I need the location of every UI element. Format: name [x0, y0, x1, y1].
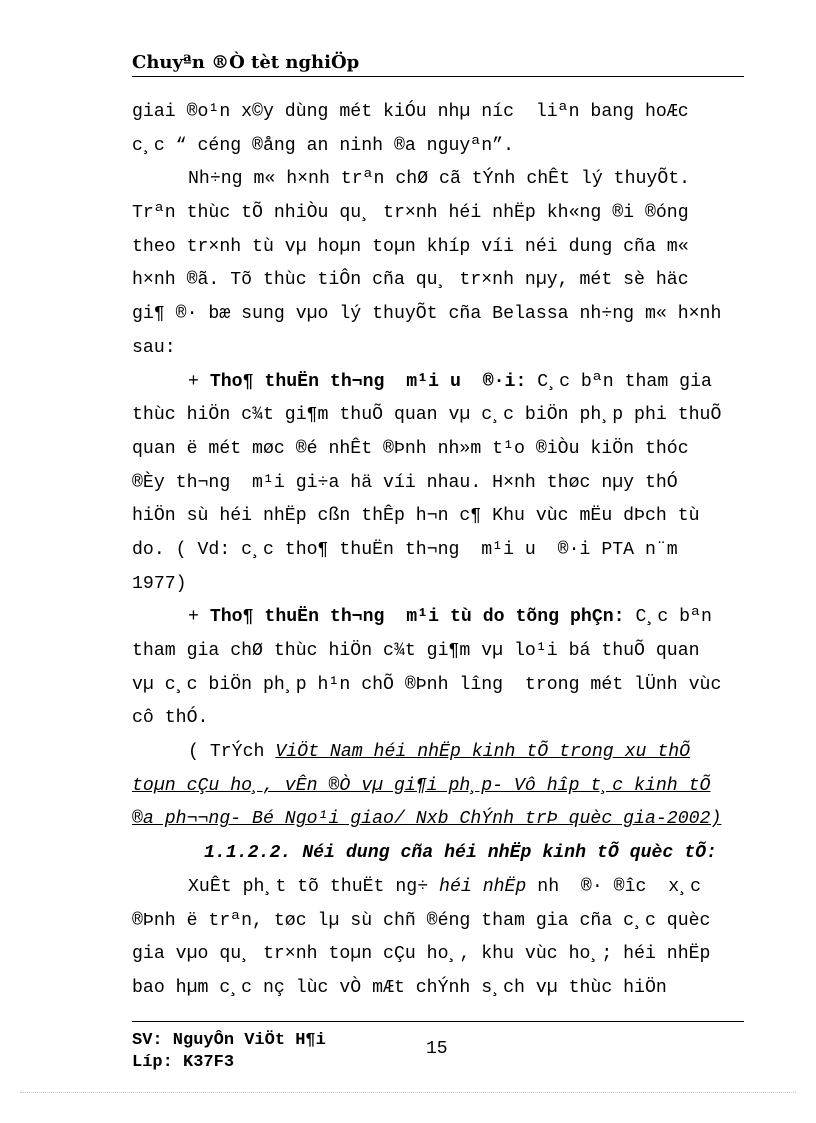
text-line: [132, 871, 744, 905]
header-rule: [132, 76, 744, 77]
bullet-line: [132, 366, 744, 400]
footer-class: Líp: K37F3: [132, 1053, 235, 1072]
bullet-line: [132, 601, 744, 635]
text-line: giai ®o¹n x©y dùng mét kiÓu nhµ níc liªn bang hoÆc: [132, 102, 689, 122]
text-line: cô thÓ.: [132, 708, 209, 729]
citation-line: ®a ph¬¬ng- Bé Ngo¹i giao/ Nxb ChÝnh trÞ quèc gia-2002): [132, 809, 722, 830]
text-line: do. ( Vd: c¸c tho¶ thuËn th¬ng m¹i u ®·i PTA n¨m: [132, 539, 678, 560]
text-line: thùc hiÖn c¾t gi¶m thuÕ quan vµ c¸c biÖn ph¸p phi thuÕ: [132, 405, 722, 426]
text-line: quan ë mét møc ®é nhÊt ®Þnh nh»m t¹o ®iÒu kiÖn thóc: [132, 438, 689, 459]
text-line: vµ c¸c biÖn ph¸p h¹n chÕ ®Þnh lîng trong mét lÜnh vùc: [132, 674, 722, 695]
text-line: h×nh ®ã. Tõ thùc tiÔn cña qu¸ tr×nh nµy, mét sè häc: [132, 270, 689, 291]
page-footer: [132, 1030, 326, 1074]
bullet-lead: +: [188, 371, 210, 392]
text-line: gia vµo qu¸ tr×nh toµn cÇu ho¸, khu vùc ho¸; héi nhËp: [132, 944, 711, 965]
text-line: c¸c “ céng ®ång an ninh ®a nguyªn”.: [132, 135, 514, 156]
text-line: theo tr×nh tù vµ hoµn toµn khíp víi néi dung cña m«: [132, 236, 689, 257]
italic-term: héi nhËp: [439, 876, 527, 897]
page-header-title: Chuyªn ®Ò tèt nghiÖp: [132, 52, 360, 73]
text-line: sau:: [132, 337, 176, 358]
text-line: ®Èy th¬ng m¹i gi÷a hä víi nhau. H×nh thøc nµy thÓ: [132, 472, 678, 493]
text-line: tham gia chØ thùc hiÖn c¾t gi¶m vµ lo¹i bá thuÕ quan: [132, 641, 700, 661]
section-heading: 1.1.2.2. Néi dung cña héi nhËp kinh tÕ quèc tÕ:: [204, 843, 717, 864]
bullet-text: C¸c bªn tham gia: [526, 371, 712, 392]
bullet-term: Tho¶ thuËn th¬ng m¹i tù do tõng phÇn:: [209, 607, 625, 628]
text-line: 1977): [132, 573, 187, 594]
bullet-text: C¸c bªn: [624, 607, 712, 628]
text-line: hiÖn sù héi nhËp cßn thÊp h¬n c¶ Khu vùc mËu dÞch tù: [132, 506, 700, 527]
bullet-term: Tho¶ thuËn th¬ng m¹i u ®·i:: [209, 371, 527, 392]
text-run: nh ®· ®îc x¸c: [526, 876, 701, 897]
text-line: Nh÷ng m« h×nh trªn chØ cã tÝnh chÊt lý thuyÕt.: [188, 169, 691, 190]
page-break-line: [20, 1092, 796, 1093]
text-line: gi¶ ®· bæ sung vµo lý thuyÕt cña Belassa nh÷ng m« h×nh: [132, 304, 722, 325]
footer-rule: [132, 1021, 744, 1022]
document-body: [132, 96, 744, 1006]
citation-line: [132, 736, 744, 770]
citation-line: toµn cÇu ho¸, vÊn ®Ò vµ gi¶i ph¸p- Vô hîp t¸c kinh tÕ: [132, 775, 711, 796]
text-line: Trªn thùc tÕ nhiÒu qu¸ tr×nh héi nhËp kh«ng ®i ®óng: [132, 203, 689, 224]
citation-lead: ( TrÝch: [188, 742, 276, 763]
bullet-lead: +: [188, 607, 210, 628]
page-number: 15: [426, 1039, 448, 1059]
text-line: ®Þnh ë trªn, tøc lµ sù chñ ®éng tham gia cña c¸c quèc: [132, 910, 711, 931]
citation-source: ViÖt Nam héi nhËp kinh tÕ trong xu thÕ: [275, 742, 691, 763]
text-run: XuÊt ph¸t tõ thuËt ng÷: [188, 876, 440, 897]
text-line: bao hµm c¸c nç lùc vÒ mÆt chÝnh s¸ch vµ thùc hiÖn: [132, 977, 667, 998]
footer-student: SV: NguyÔn ViÖt H¶i: [132, 1031, 326, 1050]
